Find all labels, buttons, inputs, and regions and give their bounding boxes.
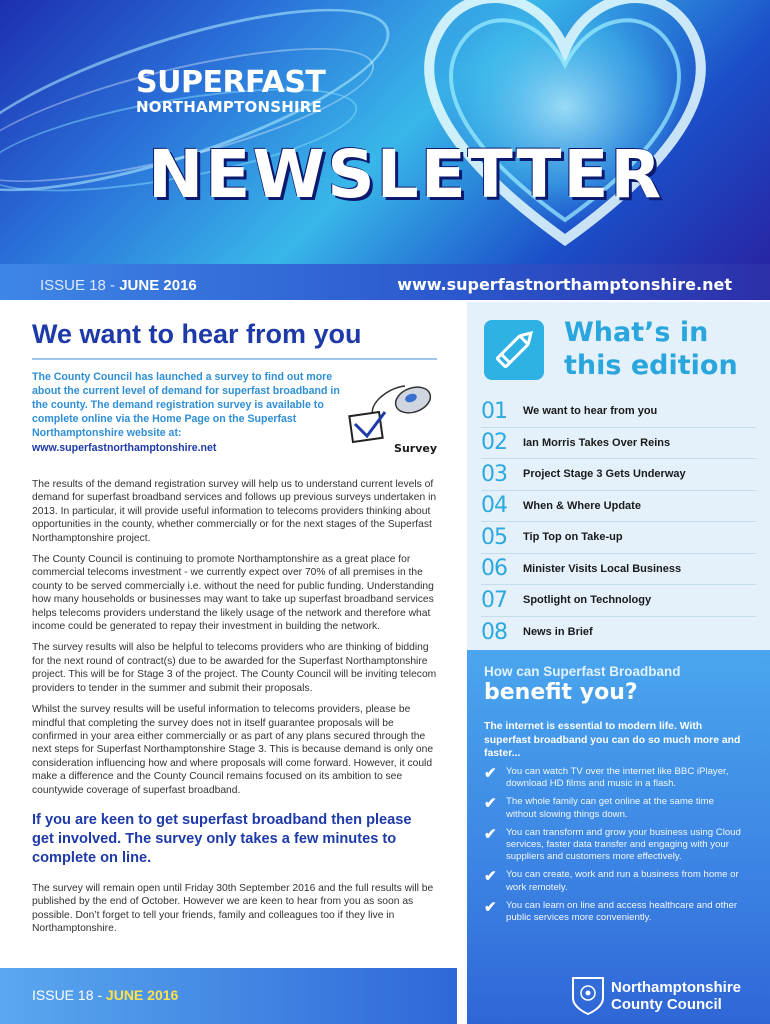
checkmark-icon: ✔	[484, 825, 497, 843]
toc-number: 04	[481, 493, 507, 519]
benefit-item	[484, 827, 746, 864]
article-headline: We want to hear from you	[32, 319, 362, 349]
toc-number: 08	[481, 619, 507, 645]
newsletter-title: NEWSLETTER	[148, 136, 664, 213]
brand-line-1: SUPERFAST	[136, 65, 326, 100]
council-name-line-2: County Council	[611, 996, 722, 1013]
toc-item[interactable]	[481, 459, 756, 491]
toc-number: 02	[481, 430, 507, 456]
issue-prefix: ISSUE 18 -	[40, 277, 120, 294]
toc-item[interactable]	[481, 522, 756, 554]
closing-paragraph: The survey will remain open until Friday 30th September 2016 and the full results will be published by the end of October. However we are keen to hear from you as soon as possible. Don’t forget to tell your friends, family and colleagues too if they live in Northamptonshire.	[32, 882, 434, 935]
toc-label: News in Brief	[523, 626, 593, 639]
benefit-item	[484, 766, 746, 790]
lead-paragraph: The County Council has launched a survey to find out more about the current level of demand for superfast broadband in the county. The demand registration survey is available to complete online via the Home Page on the Superfast Northamptonshire website at:	[32, 371, 340, 439]
toc-label: Project Stage 3 Gets Underway	[523, 468, 686, 481]
footer-bar	[0, 968, 457, 1024]
toc-label: Tip Top on Take-up	[523, 531, 623, 544]
toc-item[interactable]	[481, 554, 756, 586]
brand-line-2: NORTHAMPTONSHIRE	[136, 98, 322, 116]
body-paragraph: The results of the demand registration survey will help us to understand current levels of demand for superfast broadband services and follows up previous surveys undertaken in 2013. In particular, it will provide useful information to telecoms providers thinking about opportunities in the county, whether commercially or for the next stages of the Superfast Northamptonshire project.	[32, 479, 437, 544]
council-name	[611, 979, 741, 1013]
benefits-list	[484, 766, 746, 930]
website-link[interactable]: www.superfastnorthamptonshire.net	[397, 275, 732, 294]
body-paragraph: Whilst the survey results will be useful information to telecoms providers, please be mindful that completing the survey does not in itself guarantee proposals will be confirmed in your area either commercially or as part of any plans secured through the next steps for Superfast Northamptonshire Stage 3. This is because demand is only one consideration influencing how and where proposals will come forward. However, it could make a difference and the County Council remains focused on its ambition to see countywide coverage of superfast broadband.	[32, 704, 434, 796]
issue-date: JUNE 2016	[119, 277, 197, 294]
pencil-icon	[484, 320, 544, 380]
contents-list	[481, 396, 756, 648]
benefit-text: You can create, work and run a business from home or work remotely.	[506, 869, 739, 893]
contents-title	[564, 316, 738, 382]
footer-issue-label	[32, 987, 178, 1003]
body-paragraph: The survey results will also be helpful to telecoms providers who are thinking of bidding for the next round of contract(s) due to be awarded for the Superfast Northamptonshire project. This will be for Stage 3 of the project. The County Council will be inviting telecom providers to tender in the summer and submit their proposals.	[32, 642, 437, 694]
footer-issue-prefix: ISSUE 18 -	[32, 987, 106, 1003]
brand-logo	[136, 65, 326, 116]
toc-label: Ian Morris Takes Over Reins	[523, 436, 671, 449]
benefit-text: You can watch TV over the internet like BBC iPlayer, download HD films and music in a flash.	[506, 766, 729, 790]
toc-number: 03	[481, 461, 507, 487]
heart-graphic	[400, 0, 730, 270]
call-to-action: If you are keen to get superfast broadband then please get involved. The survey only takes a few minutes to complete on line.	[32, 811, 412, 866]
contents-title-line-1: What’s in	[564, 317, 709, 348]
rose-crest-icon	[571, 976, 605, 1016]
survey-caption: Survey	[394, 442, 437, 455]
checkmark-icon: ✔	[484, 795, 497, 813]
toc-item[interactable]	[481, 396, 756, 428]
main-article	[32, 318, 437, 936]
footer-issue-date: JUNE 2016	[105, 987, 179, 1003]
benefit-item	[484, 869, 746, 893]
toc-item[interactable]	[481, 617, 756, 649]
issue-label	[40, 277, 197, 294]
toc-number: 01	[481, 398, 507, 424]
body-paragraph: The County Council is continuing to promote Northamptonshire as a great place for commercial telecoms investment - we currently expect over 70% of all premises in the county to be served commercially i.e. without the need for public funding. Understanding how many households or businesses may want to take up superfast broadband services helps telecoms providers understand the likely usage of the network and therefore what income could be generated to repay their investment in building the network.	[32, 554, 434, 633]
benefits-question: How can Superfast Broadband	[484, 664, 681, 679]
benefit-text: You can transform and grow your business using Cloud services, faster data transfer and engaging with your suppliers and customers more effectively.	[506, 826, 741, 863]
survey-link[interactable]: www.superfastnorthamptonshire.net	[32, 442, 217, 454]
checkmark-icon: ✔	[484, 868, 497, 886]
toc-item[interactable]	[481, 491, 756, 523]
toc-label: We want to hear from you	[523, 405, 658, 418]
toc-number: 05	[481, 524, 507, 550]
toc-label: When & Where Update	[523, 499, 641, 512]
contents-panel	[467, 302, 770, 650]
benefit-text: You can learn on line and access healthcare and other public services more conveniently.	[506, 899, 738, 924]
toc-item[interactable]	[481, 585, 756, 617]
checkmark-icon: ✔	[484, 765, 497, 782]
benefit-item	[484, 900, 746, 924]
benefits-panel	[467, 650, 770, 1024]
intro-block	[32, 370, 437, 470]
toc-item[interactable]	[481, 428, 756, 460]
benefit-item	[484, 796, 746, 820]
toc-label: Minister Visits Local Business	[523, 562, 682, 575]
council-name-line-1: Northamptonshire	[611, 979, 742, 996]
divider	[32, 358, 437, 360]
contents-title-line-2: this edition	[564, 350, 738, 381]
benefit-text: The whole family can get online at the same time without slowing things down.	[506, 796, 714, 820]
toc-label: Spotlight on Technology	[523, 594, 652, 607]
benefits-intro: The internet is essential to modern life. With superfast broadband you can do so much more and faster...	[484, 721, 741, 759]
council-logo	[571, 976, 741, 1016]
toc-number: 06	[481, 556, 507, 582]
benefits-heading: benefit you?	[484, 680, 638, 705]
toc-number: 07	[481, 587, 507, 613]
checkmark-icon: ✔	[484, 898, 497, 916]
